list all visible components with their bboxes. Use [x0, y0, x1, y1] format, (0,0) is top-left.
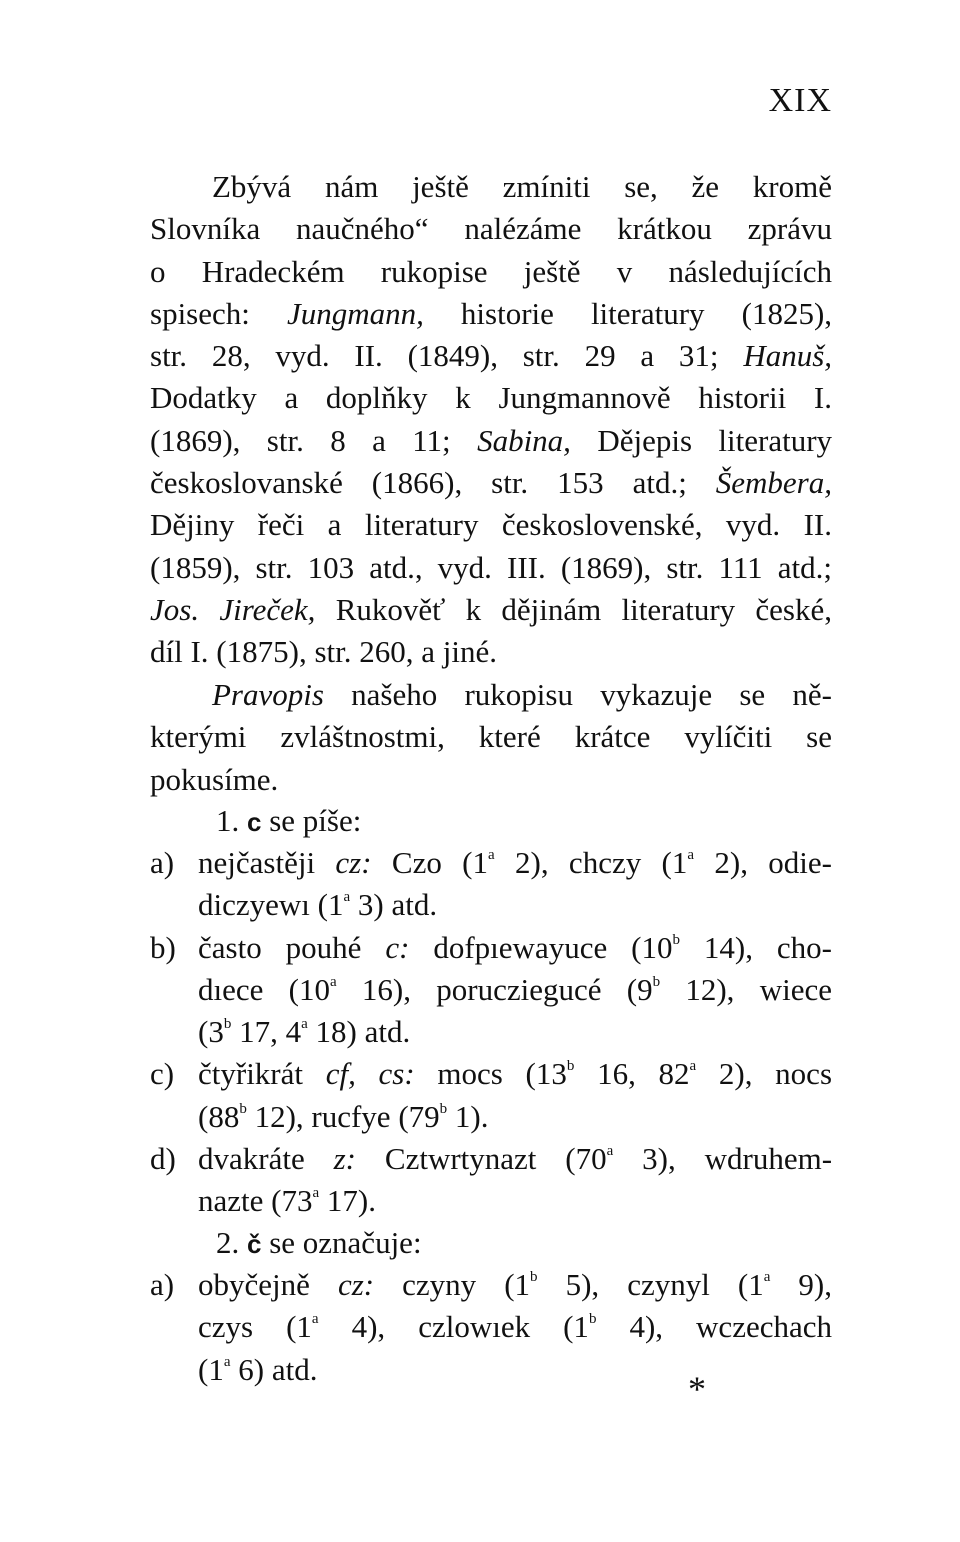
author-name: Šembera,	[715, 465, 833, 501]
list-item-d-cont: nazte (73$^a$ 17).	[198, 1183, 376, 1219]
text-line: Zbývá nám ještě zmíniti se, že kromě	[212, 169, 832, 204]
text-line: (1869), str. 8 a 11; Sabina, Dějepis literatury	[150, 422, 833, 458]
list-item-c-cont: (88$^b$ 12), rucfye (79$^b$ 1).	[198, 1098, 489, 1134]
section-1	[150, 800, 832, 842]
text-line: o Hradeckém rukopise ještě v následujících	[150, 253, 832, 289]
text-line: (1859), str. 103 atd., vyd. III. (1869), str. 111 atd.;	[150, 549, 832, 585]
text-line: str. 28, vyd. II. (1849), str. 29 a 31; Hanuš,	[150, 338, 833, 374]
section-2-items	[150, 1264, 832, 1391]
text-line: Dějiny řeči a literatury československé, vyd. II.	[150, 507, 832, 543]
text-line: Slovníka naučného“ nalézáme krátkou zprávu	[150, 211, 832, 247]
author-name: Sabina,	[477, 422, 571, 458]
list-item-d: d) dvakráte z: Cztwrtynazt (70$^a$ 3), wdruhem-	[150, 1141, 833, 1177]
list-item-b-cont: (3$^b$ 17, 4$^a$ 18) atd.	[198, 1014, 411, 1050]
section-1-items	[150, 842, 832, 1223]
text-line: Pravopis našeho rukopisu vykazuje se ně-	[212, 677, 832, 712]
text-line: spisech: Jungmann, historie literatury (1825),	[150, 295, 833, 331]
text-line: českoslovanské (1866), str. 153 atd.; Šembera,	[150, 465, 833, 501]
term-pravopis: Pravopis	[212, 677, 324, 712]
text-line: díl I. (1875), str. 260, a jiné.	[150, 634, 497, 670]
section-2	[150, 1222, 832, 1264]
text-line: kterými zvláštnostmi, které krátce vylíčiti se	[150, 719, 832, 755]
list-item-a: a) nejčastěji cz: Czo (1$^a$ 2), chczy (1$^a$ 2), odie-	[150, 845, 833, 880]
text-line: Dodatky a doplňky k Jungmannově historii I.	[150, 380, 832, 416]
text-line: pokusíme.	[150, 761, 279, 797]
paragraph-literature-references	[150, 166, 832, 674]
paragraph-orthography-intro	[150, 674, 832, 801]
author-name: Jungmann,	[286, 295, 424, 331]
list-item-a: a) obyčejně cz: czyny (1$^b$ 5), czynyl (1$^a$ 9),	[150, 1267, 832, 1302]
list-item-a-cont: diczyewı (1$^a$ 3) atd.	[198, 887, 438, 923]
list-item-b-cont: dıece (10$^a$ 16), porucziegucé (9$^b$ 12), wiece	[198, 971, 832, 1007]
list-item-a-cont: (1$^a$ 6) atd.	[198, 1351, 318, 1387]
page-number: XIX	[768, 82, 832, 119]
author-name: Jos. Jireček,	[150, 591, 316, 627]
list-item-a-cont: czys (1$^a$ 4), czlowıek (1$^b$ 4), wczechach	[198, 1309, 832, 1345]
author-name: Hanuš,	[743, 338, 833, 374]
section-heading: 2. č se označuje:	[216, 1225, 422, 1260]
list-item-b: b) často pouhé c: dofpıewayuce (10$^b$ 14), cho-	[150, 929, 833, 965]
text-line: Jos. Jireček, Rukověť k dějinám literatury české,	[150, 591, 832, 627]
section-heading: 1. c se píše:	[216, 803, 362, 838]
asterisk-mark: *	[688, 1369, 706, 1409]
list-item-c: c) čtyřikrát cf, cs: mocs (13$^b$ 16, 82$^a$ 2), nocs	[150, 1056, 833, 1092]
